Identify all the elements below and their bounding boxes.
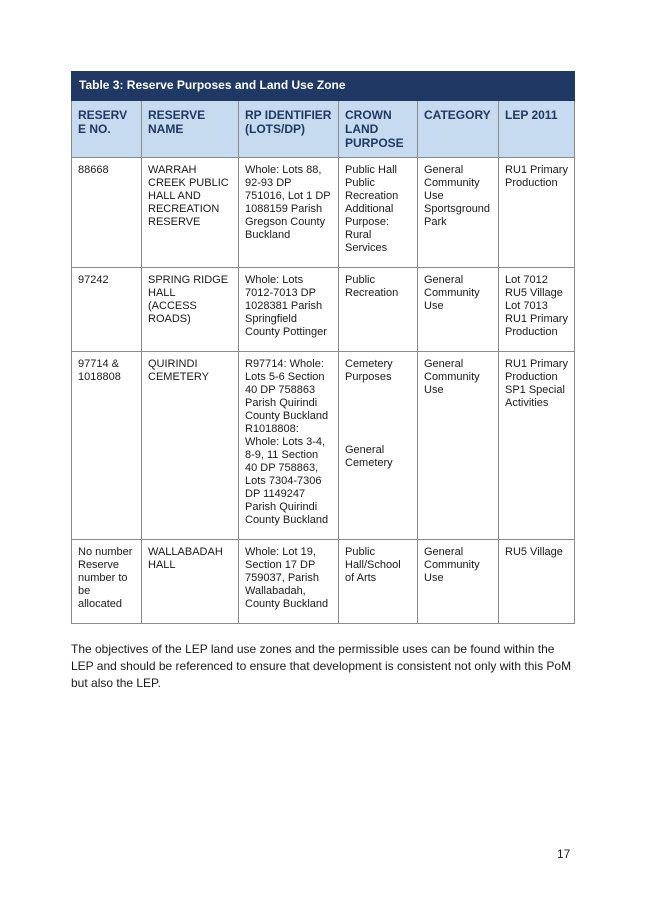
cell-text: No number: [78, 546, 133, 558]
rp-identifier-cell: [239, 352, 339, 540]
cell-text: QUIRINDI CEMETERY: [148, 358, 209, 383]
lep-2011-cell: [499, 268, 575, 352]
reserve-no-cell: [72, 540, 142, 624]
cell-text: Public Recreation: [345, 177, 399, 202]
reserve-no-cell: [72, 158, 142, 268]
header-lep-2011: LEP 2011: [499, 101, 575, 158]
cell-text: WALLABADAH HALL: [148, 546, 223, 571]
lep-2011-cell: [499, 158, 575, 268]
cell-text: General Community Use: [424, 274, 480, 312]
category-cell: [418, 352, 499, 540]
crown-land-purpose-cell: [339, 352, 418, 540]
lep-2011-cell: [499, 540, 575, 624]
cell-text: (ACCESS ROADS): [148, 300, 197, 325]
rp-identifier-cell: [239, 540, 339, 624]
cell-text: Whole: Lots 7012-7013 DP 1028381 Parish Springfield County Pottinger: [245, 274, 327, 338]
cell-text: Public Hall: [345, 164, 397, 176]
cell-text: 1018808: [78, 371, 121, 383]
table-title-row: [72, 72, 575, 101]
reserve-no-cell: [72, 352, 142, 540]
cell-text: General Community Use: [424, 164, 480, 202]
table-header-row: [72, 101, 575, 158]
cell-text: R97714: Whole: Lots 5-6 Section 40 DP 758863 Parish Quirindi County Buckland: [245, 358, 329, 422]
lep-2011-cell: [499, 352, 575, 540]
cell-text: General Cemetery: [345, 444, 393, 469]
table-row: [72, 540, 575, 624]
crown-land-purpose-cell: [339, 158, 418, 268]
cell-text: Lot 7012 RU5 Village: [505, 274, 563, 299]
objectives-paragraph: The objectives of the LEP land use zones and the permissible uses can be found within the LEP and should be referenced to ensure that development is consistent not only with this PoM but also the LEP.: [71, 642, 572, 690]
cell-text: Lot 7013 RU1 Primary Production: [505, 300, 568, 338]
cell-text: Whole: Lot 19, Section 17 DP 759037, Parish Wallabadah, County Buckland: [245, 546, 329, 610]
cell-text: 97242: [78, 274, 109, 286]
reserve-name-cell: [142, 352, 239, 540]
table-title: Table 3: Reserve Purposes and Land Use Zone: [72, 72, 575, 101]
reserve-name-cell: [142, 268, 239, 352]
cell-text: General Community Use: [424, 546, 480, 584]
page-number: 17: [557, 847, 571, 861]
cell-text: Public Recreation: [345, 274, 399, 299]
rp-identifier-cell: [239, 268, 339, 352]
header-rp-identifier: RP IDENTIFIER (LOTS/DP): [239, 101, 339, 158]
table-row: [72, 268, 575, 352]
category-cell: [418, 268, 499, 352]
cell-text: General Community Use: [424, 358, 480, 396]
reserve-name-cell: [142, 540, 239, 624]
cell-text: Sportsground: [424, 203, 491, 215]
cell-text: Additional Purpose: Rural Services: [345, 203, 394, 254]
header-reserve-no: RESERV E NO.: [72, 101, 142, 158]
cell-text: Reserve number to be allocated: [78, 559, 128, 610]
cell-text: Cemetery Purposes: [345, 358, 393, 383]
cell-text: SPRING RIDGE HALL: [148, 274, 229, 299]
reserve-no-cell: [72, 268, 142, 352]
cell-text: 97714 &: [78, 358, 119, 370]
cell-text: Park: [424, 216, 447, 228]
table-row: [72, 158, 575, 268]
rp-identifier-cell: [239, 158, 339, 268]
cell-text: R1018808: Whole: Lots 3-4, 8-9, 11 Section 40 DP 758863, Lots 7304-7306 DP 1149247 Parish Quirindi County Buckland: [245, 423, 329, 526]
cell-text: Whole: Lots 88, 92-93 DP 751016, Lot 1 DP 1088159 Parish Gregson County Buckland: [245, 164, 331, 241]
cell-text: RU1 Primary Production: [505, 164, 568, 189]
table-row: [72, 352, 575, 540]
header-crown-land-purpose: CROWN LAND PURPOSE: [339, 101, 418, 158]
reserve-name-cell: [142, 158, 239, 268]
crown-land-purpose-cell: [339, 268, 418, 352]
category-cell: [418, 158, 499, 268]
cell-text: WARRAH CREEK PUBLIC HALL AND RECREATION RESERVE: [148, 164, 229, 228]
cell-text: RU5 Village: [505, 546, 563, 558]
header-reserve-name: RESERVE NAME: [142, 101, 239, 158]
header-category: CATEGORY: [418, 101, 499, 158]
cell-text: RU1 Primary Production: [505, 358, 568, 383]
crown-land-purpose-cell: [339, 540, 418, 624]
cell-text: Public Hall/School of Arts: [345, 546, 401, 584]
category-cell: [418, 540, 499, 624]
cell-text: SP1 Special Activities: [505, 384, 565, 409]
cell-text: 88668: [78, 164, 109, 176]
reserve-purposes-table: [71, 71, 575, 624]
